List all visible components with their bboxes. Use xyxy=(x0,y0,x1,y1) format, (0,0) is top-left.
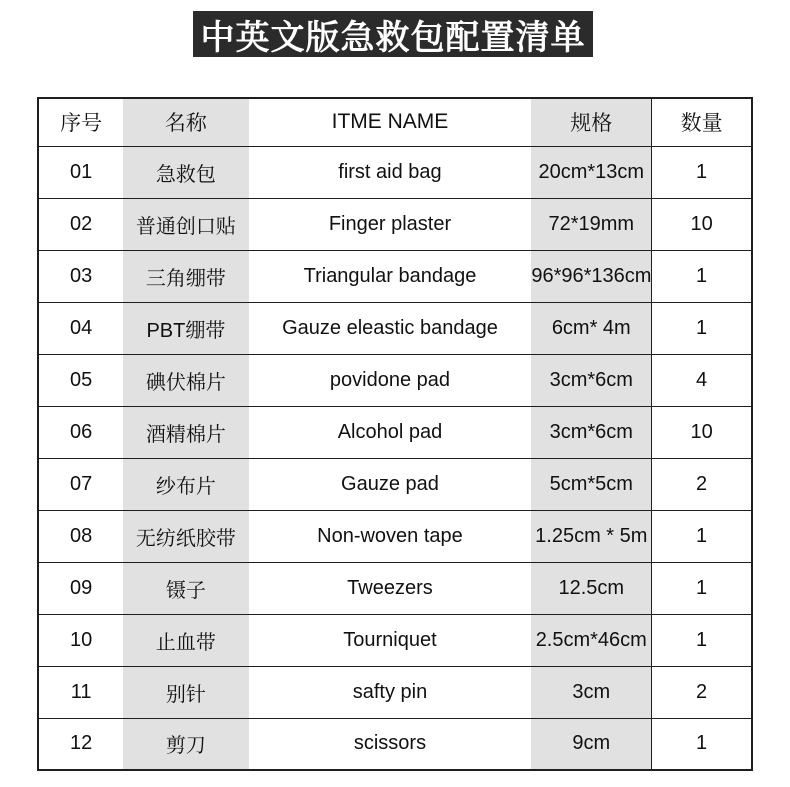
cell-spec: 3cm*6cm xyxy=(531,354,651,406)
cell-qty: 1 xyxy=(652,302,752,354)
table-row xyxy=(38,198,752,250)
cell-name-cn: PBT绷带 xyxy=(123,302,248,354)
cell-name-en: Alcohol pad xyxy=(249,406,532,458)
cell-spec: 3cm xyxy=(531,666,651,718)
table-row xyxy=(38,458,752,510)
cell-qty: 1 xyxy=(652,250,752,302)
cell-no: 04 xyxy=(38,302,123,354)
table-row xyxy=(38,250,752,302)
cell-name-en: Finger plaster xyxy=(249,198,532,250)
cell-name-cn: 酒精棉片 xyxy=(123,406,248,458)
cell-name-en: Triangular bandage xyxy=(249,250,532,302)
cell-spec: 9cm xyxy=(531,718,651,770)
page-title: 中英文版急救包配置清单 xyxy=(200,18,586,57)
cell-qty: 10 xyxy=(652,406,752,458)
cell-qty: 1 xyxy=(652,510,752,562)
cell-spec: 12.5cm xyxy=(531,562,651,614)
table-row xyxy=(38,354,752,406)
cell-spec: 20cm*13cm xyxy=(531,146,651,198)
table-row xyxy=(38,666,752,718)
cell-spec: 2.5cm*46cm xyxy=(531,614,651,666)
cell-spec: 72*19mm xyxy=(531,198,651,250)
cell-no: 05 xyxy=(38,354,123,406)
cell-no: 03 xyxy=(38,250,123,302)
cell-name-cn: 纱布片 xyxy=(123,458,248,510)
cell-name-cn: 剪刀 xyxy=(123,718,248,770)
first-aid-kit-table xyxy=(37,97,753,771)
cell-spec: 96*96*136cm xyxy=(531,250,651,302)
header-name-cn: 名称 xyxy=(123,98,248,146)
cell-no: 06 xyxy=(38,406,123,458)
cell-name-en: scissors xyxy=(249,718,532,770)
cell-qty: 2 xyxy=(652,458,752,510)
cell-qty: 1 xyxy=(652,718,752,770)
cell-no: 12 xyxy=(38,718,123,770)
cell-qty: 10 xyxy=(652,198,752,250)
cell-qty: 1 xyxy=(652,614,752,666)
header-qty: 数量 xyxy=(652,98,752,146)
cell-no: 02 xyxy=(38,198,123,250)
cell-qty: 4 xyxy=(652,354,752,406)
cell-name-cn: 止血带 xyxy=(123,614,248,666)
header-no: 序号 xyxy=(38,98,123,146)
cell-spec: 1.25cm * 5m xyxy=(531,510,651,562)
cell-no: 08 xyxy=(38,510,123,562)
cell-qty: 1 xyxy=(652,146,752,198)
cell-name-cn: 急救包 xyxy=(123,146,248,198)
cell-name-en: povidone pad xyxy=(249,354,532,406)
header-name-en: ITME NAME xyxy=(249,98,532,146)
cell-name-en: Gauze pad xyxy=(249,458,532,510)
table-row xyxy=(38,510,752,562)
table-row xyxy=(38,562,752,614)
cell-no: 01 xyxy=(38,146,123,198)
cell-name-en: Gauze eleastic bandage xyxy=(249,302,532,354)
cell-no: 09 xyxy=(38,562,123,614)
cell-name-en: Tourniquet xyxy=(249,614,532,666)
table-row xyxy=(38,718,752,770)
cell-name-cn: 镊子 xyxy=(123,562,248,614)
cell-name-en: Tweezers xyxy=(249,562,532,614)
table-row xyxy=(38,146,752,198)
cell-name-en: Non-woven tape xyxy=(249,510,532,562)
cell-spec: 6cm* 4m xyxy=(531,302,651,354)
table-row xyxy=(38,406,752,458)
header-spec: 规格 xyxy=(531,98,651,146)
cell-no: 11 xyxy=(38,666,123,718)
table-header-row xyxy=(38,98,752,146)
cell-no: 10 xyxy=(38,614,123,666)
cell-qty: 2 xyxy=(652,666,752,718)
title-banner xyxy=(193,11,593,57)
table-row xyxy=(38,614,752,666)
cell-spec: 5cm*5cm xyxy=(531,458,651,510)
cell-name-cn: 无纺纸胶带 xyxy=(123,510,248,562)
cell-no: 07 xyxy=(38,458,123,510)
cell-name-cn: 普通创口贴 xyxy=(123,198,248,250)
cell-name-en: first aid bag xyxy=(249,146,532,198)
cell-qty: 1 xyxy=(652,562,752,614)
cell-name-cn: 别针 xyxy=(123,666,248,718)
table-row xyxy=(38,302,752,354)
cell-name-cn: 碘伏棉片 xyxy=(123,354,248,406)
cell-spec: 3cm*6cm xyxy=(531,406,651,458)
cell-name-cn: 三角绷带 xyxy=(123,250,248,302)
cell-name-en: safty pin xyxy=(249,666,532,718)
